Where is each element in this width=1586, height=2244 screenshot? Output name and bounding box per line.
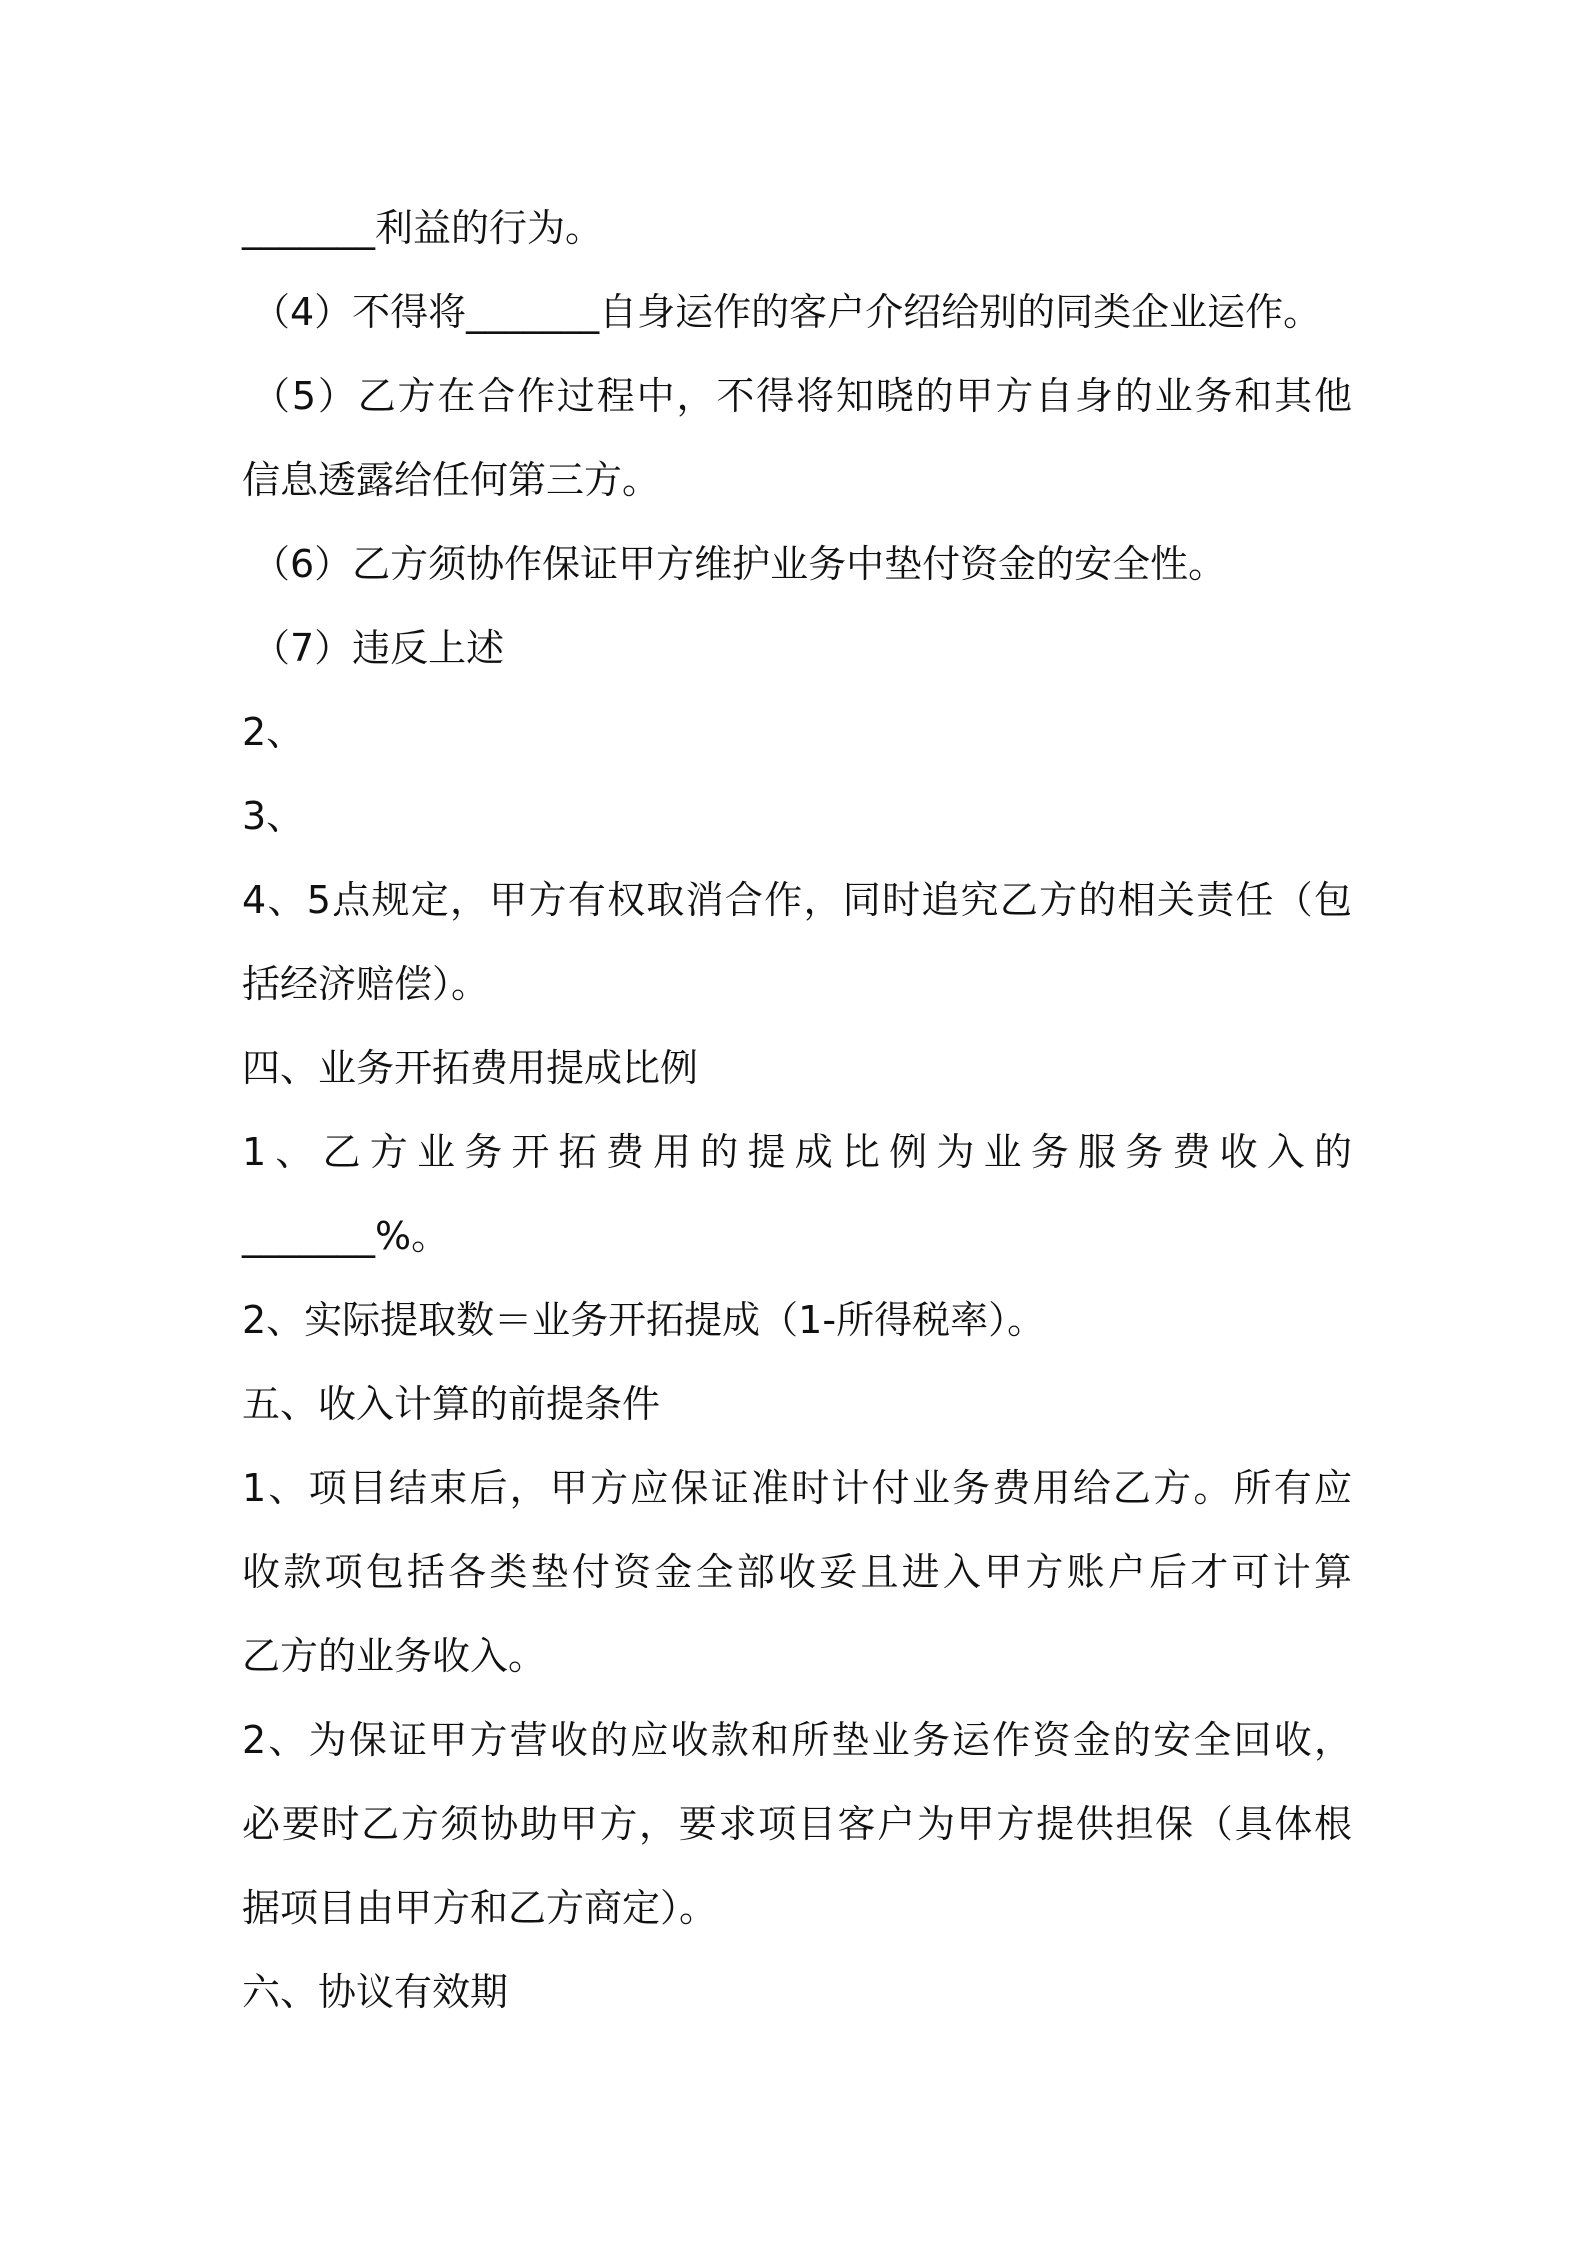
section-4-heading: 四、业务开拓费用提成比例 bbox=[242, 1046, 699, 1090]
section-6-heading: 六、协议有效期 bbox=[242, 1970, 509, 2014]
section-5-heading: 五、收入计算的前提条件 bbox=[242, 1382, 661, 1426]
clause-3-7: （7）违反上述 bbox=[252, 626, 505, 670]
clause-4-1-line-1: 1、乙方业务开拓费用的提成比例为业务服务费收入的 bbox=[242, 1130, 1352, 1174]
clause-5-2-line-3: 据项目由甲方和乙方商定）。 bbox=[242, 1886, 718, 1930]
clause-5-2-line-1: 2、为保证甲方营收的应收款和所垫业务运作资金的安全回收， bbox=[242, 1718, 1352, 1762]
clause-5-2-line-2: 必要时乙方须协助甲方，要求项目客户为甲方提供担保（具体根 bbox=[242, 1802, 1352, 1846]
clause-4-1-line-2: _______%。 bbox=[242, 1214, 450, 1258]
clause-3-6: （6）乙方须协作保证甲方维护业务中垫付资金的安全性。 bbox=[252, 542, 1227, 586]
clause-3-3-continuation: _______利益的行为。 bbox=[242, 206, 604, 250]
clause-3-5-line-2: 信息透露给任何第三方。 bbox=[242, 458, 661, 502]
clause-3-7-line-1: 4、5点规定，甲方有权取消合作，同时追究乙方的相关责任（包 bbox=[242, 878, 1352, 922]
clause-3-4: （4）不得将_______自身运作的客户介绍给别的同类企业运作。 bbox=[252, 290, 1322, 334]
clause-5-1-line-1: 1、项目结束后，甲方应保证准时计付业务费用给乙方。所有应 bbox=[242, 1466, 1352, 1510]
clause-3-5-line-1: （5）乙方在合作过程中，不得将知晓的甲方自身的业务和其他 bbox=[252, 374, 1352, 418]
list-marker-3: 3、 bbox=[242, 794, 305, 838]
clause-3-7-line-2: 括经济赔偿）。 bbox=[242, 962, 490, 1006]
clause-5-1-line-2: 收款项包括各类垫付资金全部收妥且进入甲方账户后才可计算 bbox=[242, 1550, 1352, 1594]
clause-5-1-line-3: 乙方的业务收入。 bbox=[242, 1634, 547, 1678]
clause-4-2: 2、实际提取数＝业务开拓提成（1-所得税率）。 bbox=[242, 1298, 1046, 1342]
list-marker-2: 2、 bbox=[242, 710, 305, 754]
